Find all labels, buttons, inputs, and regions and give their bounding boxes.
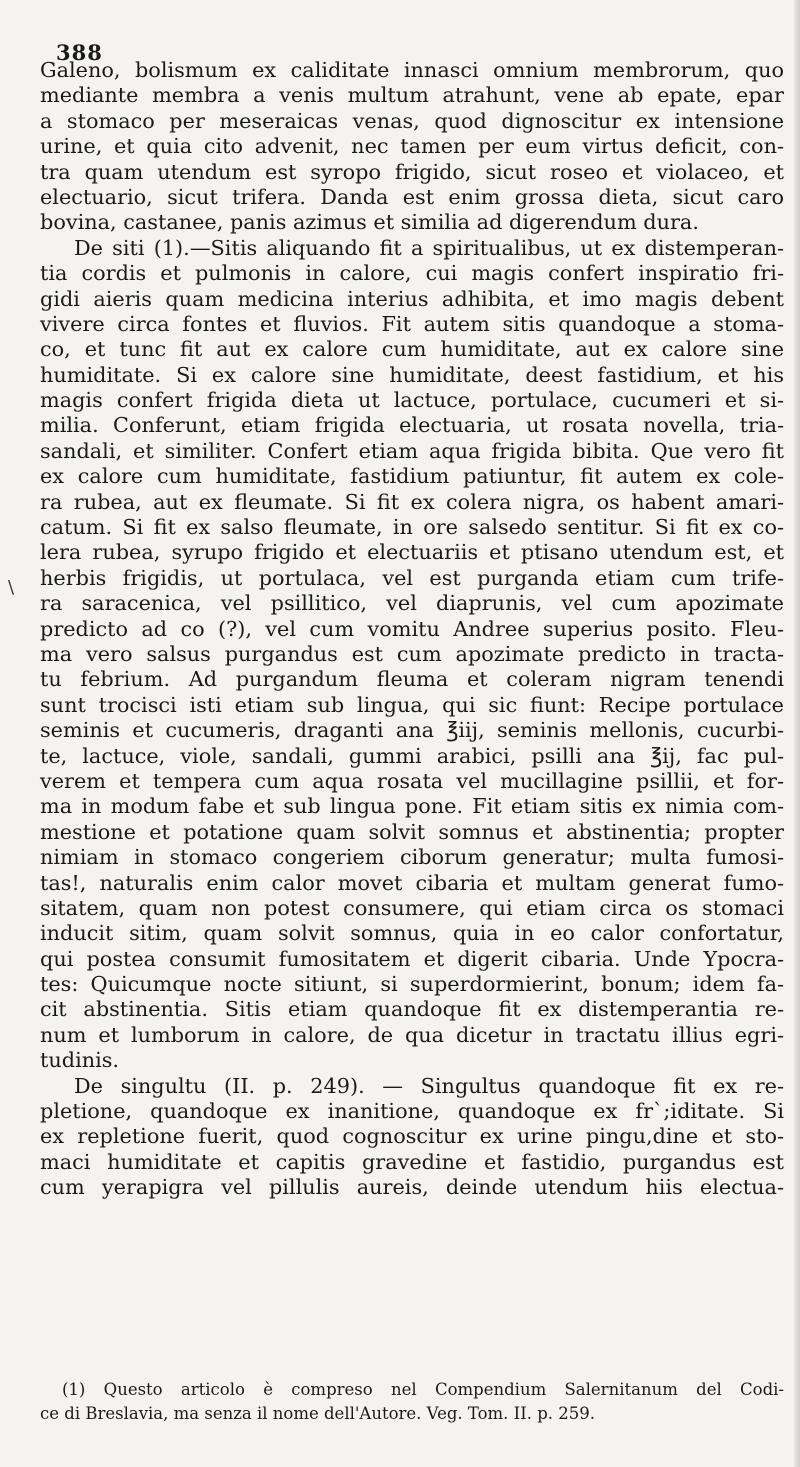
text-line: electuario, sicut trifera. Danda est enim grossa dieta, sicut caro — [40, 184, 784, 209]
text-line: ma vero salsus purgandus est cum apozimate predicto in tracta- — [40, 641, 784, 666]
margin-mark: \ — [8, 577, 15, 598]
page-number: 388 — [56, 40, 103, 65]
text-line: sitatem, quam non potest consumere, qui etiam circa os stomaci — [40, 895, 784, 920]
text-line: Galeno, bolismum ex caliditate innasci omnium membrorum, quo — [40, 58, 784, 82]
main-text — [40, 58, 784, 1201]
text-line: seminis et cucumeris, draganti ana ℥iij, seminis mellonis, cucurbi- — [40, 718, 784, 743]
text-line: tu febrium. Ad purgandum fleuma et coleram nigram tenendi — [40, 667, 784, 692]
text-line: co, et tunc fit aut ex calore cum humiditate, aut ex calore sine — [40, 337, 784, 362]
text-line: pletione, quandoque ex inanitione, quandoque ex fr`;iditate. Si — [40, 1099, 784, 1124]
text-line: cit abstinentia. Sitis etiam quandoque fit ex distemperantia re- — [40, 997, 784, 1022]
text-line: inducit sitim, quam solvit somnus, quia in eo calor confortatur, — [40, 921, 784, 946]
footnotes — [40, 1378, 784, 1426]
text-line: herbis frigidis, ut portulaca, vel est purganda etiam cum trife- — [40, 565, 784, 590]
text-line: ex calore cum humiditate, fastidium patiuntur, fit autem ex cole- — [40, 464, 784, 489]
text-line: urine, et quia cito advenit, nec tamen per eum virtus deficit, con- — [40, 134, 784, 159]
text-line: tia cordis et pulmonis in calore, cui magis confert inspiratio fri- — [40, 261, 784, 286]
footnote-line: ce di Breslavia, ma senza il nome dell'Autore. Veg. Tom. II. p. 259. — [40, 1404, 595, 1423]
text-line: gidi aieris quam medicina interius adhibita, et imo magis debent — [40, 286, 784, 311]
text-line: humiditate. Si ex calore sine humiditate, deest fastidium, et his — [40, 362, 784, 387]
text-line: maci humiditate et capitis gravedine et fastidio, purgandus est — [40, 1149, 784, 1174]
text-line: sunt trocisci isti etiam sub lingua, qui sic fiunt: Recipe portulace — [40, 692, 784, 717]
text-line: tes: Quicumque nocte sitiunt, si superdormierint, bonum; idem fa- — [40, 972, 784, 997]
text-line: magis confert frigida dieta ut lactuce, portulace, cucumeri et si- — [40, 388, 784, 413]
text-line: verem et tempera cum aqua rosata vel mucillagine psillii, et for- — [40, 768, 784, 793]
text-line: qui postea consumit fumositatem et digerit cibaria. Unde Ypocra- — [40, 946, 784, 971]
text-line: cum yerapigra vel pillulis aureis, deinde utendum hiis electua- — [40, 1175, 784, 1200]
text-line: a stomaco per meseraicas venas, quod dignoscitur ex intensione — [40, 108, 784, 133]
text-line: ma in modum fabe et sub lingua pone. Fit etiam sitis ex nimia com- — [40, 794, 784, 819]
text-line: te, lactuce, viole, sandali, gummi arabici, psilli ana ℥ij, fac pul- — [40, 743, 784, 768]
text-line: mestione et potatione quam solvit somnus et abstinentia; propter — [40, 819, 784, 844]
text-line: ex repletione fuerit, quod cognoscitur ex urine pingu,dine et sto- — [40, 1124, 784, 1149]
text-line: ra saracenica, vel psillitico, vel diaprunis, vel cum apozimate — [40, 591, 784, 616]
text-line: catum. Si fit ex salso fleumate, in ore salsedo sentitur. Si fit ex co- — [40, 515, 784, 540]
text-line: sandali, et similiter. Confert etiam aqua frigida bibita. Que vero fit — [40, 438, 784, 463]
text-line: bovina, castanee, panis azimus et similia ad digerendum dura. — [40, 210, 699, 235]
text-line: nimiam in stomaco congeriem ciborum generatur; multa fumosi- — [40, 845, 784, 870]
text-line: tra quam utendum est syropo frigido, sicut roseo et violaceo, et — [40, 159, 784, 184]
text-line: De siti (1).—Sitis aliquando fit a spiritualibus, ut ex distemperan- — [74, 235, 784, 260]
text-line: mediante membra a venis multum atrahunt, vene ab epate, epar — [40, 83, 784, 108]
text-line: vivere circa fontes et fluvios. Fit autem sitis quandoque a stoma- — [40, 311, 784, 336]
text-line: num et lumborum in calore, de qua dicetur in tractatu illius egri- — [40, 1022, 784, 1047]
text-line: tudinis. — [40, 1048, 120, 1073]
footnote-line: (1) Questo articolo è compreso nel Compendium Salernitanum del Codi- — [62, 1380, 784, 1399]
text-line: De singultu (II. p. 249). — Singultus quandoque fit ex re- — [74, 1073, 784, 1098]
text-line: milia. Conferunt, etiam frigida electuaria, ut rosata novella, tria- — [40, 413, 784, 438]
text-line: tas!, naturalis enim calor movet cibaria et multam generat fumo- — [40, 870, 784, 895]
text-line: predicto ad co (?), vel cum vomitu Andree superius posito. Fleu- — [40, 616, 784, 641]
text-line: lera rubea, syrupo frigido et electuariis et ptisano utendum est, et — [40, 540, 784, 565]
text-line: ra rubea, aut ex fleumate. Si fit ex colera nigra, os habent amari- — [40, 489, 784, 514]
